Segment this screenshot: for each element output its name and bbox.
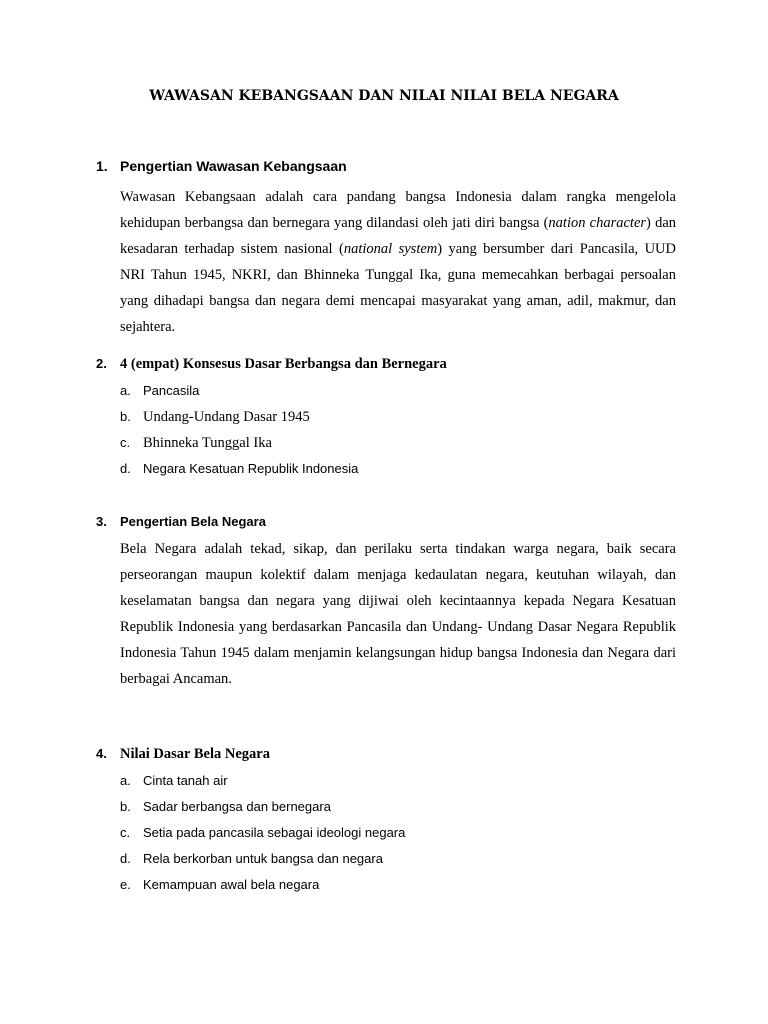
list-item [96,768,676,794]
consensus-list [96,378,676,482]
list-item [96,378,676,404]
list-item [96,846,676,872]
section-title: Nilai Dasar Bela Negara [120,746,270,762]
section-number: 3. [96,514,107,529]
list-item-text: Pancasila [143,383,200,398]
section-title: 4 (empat) Konsesus Dasar Berbangsa dan Bernegara [120,356,447,372]
list-marker: d. [120,461,131,476]
list-marker: b. [120,799,131,814]
section-title: Pengertian Wawasan Kebangsaan [120,158,347,174]
document-title: WAWASAN KEBANGSAAN DAN NILAI NILAI BELA NEGARA [149,88,619,104]
list-item [96,820,676,846]
list-marker: d. [120,851,131,866]
section-wawasan-kebangsaan [96,156,676,340]
list-marker: e. [120,877,131,892]
paragraph-italic-term: nation character [548,215,647,231]
list-item [96,872,676,898]
list-item-text: Undang-Undang Dasar 1945 [143,409,310,425]
list-marker: a. [120,383,131,398]
list-item-text: Setia pada pancasila sebagai ideologi negara [143,825,406,840]
list-marker: c. [120,825,131,840]
values-list [96,768,676,898]
list-item [96,430,676,456]
list-item-text: Cinta tanah air [143,773,228,788]
section-number: 2. [96,356,107,371]
list-item-text: Negara Kesatuan Republik Indonesia [143,461,359,476]
section-pengertian-bela-negara [96,512,676,692]
list-marker: b. [120,409,131,424]
section-konsensus-dasar [96,354,676,482]
paragraph-text: ) yang bersumber dari Pancasila, UUD NRI Tahun 1945, NKRI, dan Bhinneka Tunggal Ika, guna memecahkan berbagai persoalan yang dihadapi bangsa dan negara demi mencapai masyarakat yang aman, adil, makmur, dan sejahtera. [120,241,676,335]
section-number: 1. [96,158,108,174]
list-marker: a. [120,773,131,788]
list-marker: c. [120,435,131,450]
list-item [96,404,676,430]
section-paragraph [120,184,676,340]
paragraph-italic-term: national system [343,241,438,257]
list-item [96,456,676,482]
list-item-text: Bhinneka Tunggal Ika [143,435,272,451]
list-item-text: Sadar berbangsa dan bernegara [143,799,331,814]
paragraph-text: Wawasan Kebangsaan adalah cara pandang bangsa Indonesia dalam rangka mengelola kehidupan berbangsa dan bernegara yang dilandasi oleh jati diri bangsa ( [120,189,676,231]
section-heading [96,156,676,176]
section-heading [96,512,676,532]
section-title: Pengertian Bela Negara [120,514,266,529]
section-nilai-dasar-bela-negara [96,744,676,898]
section-number: 4. [96,746,107,761]
section-heading [96,354,676,374]
list-item [96,794,676,820]
list-item-text: Kemampuan awal bela negara [143,877,320,892]
section-paragraph: Bela Negara adalah tekad, sikap, dan perilaku serta tindakan warga negara, baik secara perseorangan maupun kolektif dalam menjaga kedaulatan negara, keutuhan wilayah, dan keselamatan bangsa dan negara yang dijiwai oleh kecintaannya kepada Negara Kesatuan Republik Indonesia yang berdasarkan Pancasila dan Undang- Undang Dasar Negara Republik Indonesia Tahun 1945 dalam menjamin kelangsungan hidup bangsa Indonesia dan Negara dari berbagai Ancaman. [120,541,676,687]
list-item-text: Rela berkorban untuk bangsa dan negara [143,851,383,866]
section-heading [96,744,676,764]
paragraph-text: ) dan kesadaran terhadap sistem nasional ( [120,215,677,257]
